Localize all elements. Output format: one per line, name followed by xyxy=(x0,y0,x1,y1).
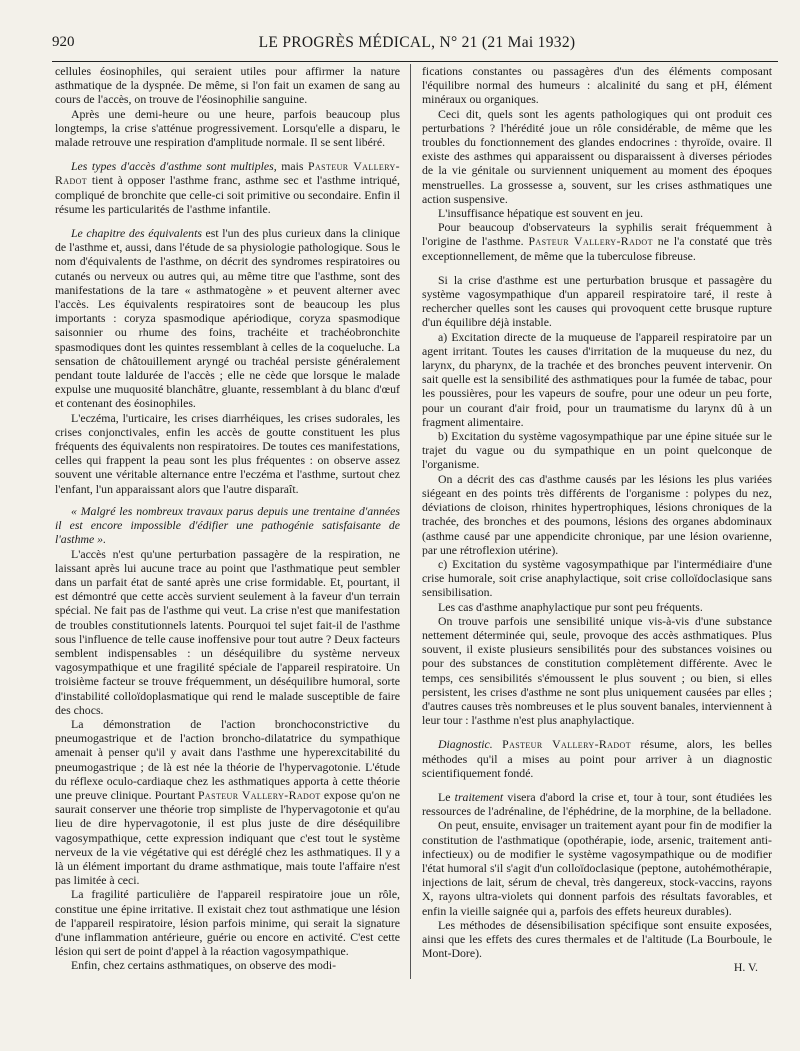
text: La démonstration de l'action bronchoconstrictive du pneumogastrique et de l'action broncho-dilatatrice du sympathique amenait à penser qu'il y avait dans l'asthme une hyperexcitabilité du pneumogastrique ; de là est née la théorie de l'hypervagotonie. L'étude du réflexe oculo-cardiaque chez les asthmatiques apporta à cette théorie une preuve clinique. Pourtant xyxy=(55,716,400,802)
italic-text: Le chapitre des équivalents xyxy=(71,226,202,241)
paragraph: L'insuffisance hépatique est souvent en jeu. xyxy=(438,206,644,221)
left-column xyxy=(55,64,400,994)
page-number: 920 xyxy=(52,34,75,50)
text: tient à opposer l'asthme franc, asthme sec et l'asthme intriqué, compliqué de bronchite que celle-ci soit primitive ou secondaire. Enfin il résume les particularités de l'asthme infantile. xyxy=(55,173,400,216)
text: mais xyxy=(276,159,309,174)
text: résume, alors, les belles méthodes qu'il a mises au point pour arriver à un diagnostic scientifiquement fondé. xyxy=(422,737,772,780)
paragraph: a) Excitation directe de la muqueuse de l'appareil respiratoire par un agent irritant. Toutes les causes d'irritation de la muqueuse du nez, du larynx, du pharynx, de la trachée et des bronches peuvent intervenir. On sait quelle est la sensibilité des asthmatiques pour la fumée de tabac, pour les poussières, pour les vapeurs de soufre, pour une odeur un peu forte, pour un courant d'air froid, pour un traumatisme du larynx dû à un fragment alimentaire. xyxy=(422,329,772,429)
paragraph: On peut, ensuite, envisager un traitement ayant pour fin de modifier la constitution de l'asthmatique (opothérapie, iode, arsenic, traitement anti-infectieux) ou de modifier le système vagosympathique ou de modifier l'état humoral s'il s'agit d'un colloïdoclasique (peptone, autohémothérapie, injections de lait, sérum de cheval, très dangereux, stock-vaccins, rayons X, rayons ultra-violets qui donnent parfois des résultats favorables, et enfin la vieille saignée qui a, parfois des effets heureux durables). xyxy=(422,818,772,918)
text: Pour beaucoup d'observateurs la syphilis serait fréquemment à l'origine de l'asthme. xyxy=(422,220,772,249)
italic-text: Les types d'accès d'asthme sont multiples, xyxy=(71,159,277,174)
author-name: Pasteur Vallery-Radot xyxy=(197,787,321,802)
text: est l'un des plus curieux dans la clinique de l'asthme et, aussi, dans l'étude de sa physiologie pathologique. Sous le nom d'équivalents de l'asthme, on décrit des syndromes respiratoires ou cutanés ou nerveux ou autres qui, au même titre que l'asthme, sont des manifestations de la tare « asthmatogène » et peuvent alterner avec l'accès. Les équivalents respiratoires sont de beaucoup les plus importants : coryza spasmodique apériodique, coryza spasmodique saisonnier ou rhume des foins, trachéite et trachéobronchite spasmodiques dont les quintes ressemblant à celles de la coqueluche. La sensation de châtouillement aryngé ou trachéal persiste généralement pendant toute laldurée de l'accès ; elle ne cède que lorsque le malade expulse une muquosité blanchâtre, gluante, ressemblant à du blanc d'œuf et contenant des éosinophiles. xyxy=(55,226,400,411)
paragraph: Si la crise d'asthme est une perturbation brusque et passagère du système vagosympathique d'un appareil respiratoire taré, il reste à rechercher quelles sont les causes qui provoquent cette brusque rupture d'un équilibre déjà instable. xyxy=(422,272,772,330)
column-divider xyxy=(410,64,411,979)
paragraph xyxy=(55,159,400,216)
author-name: Pasteur Vallery-Radot xyxy=(502,737,631,752)
text: Le xyxy=(438,789,455,804)
paragraph xyxy=(422,737,772,780)
paragraph xyxy=(55,226,400,411)
paragraph xyxy=(422,220,772,263)
paragraph: Après une demi-heure ou une heure, parfois beaucoup plus longtemps, la crise s'atténue progressivement. Lorsqu'elle a disparu, le malade retrouve une respiration d'amplitude normale. Il se sent libéré. xyxy=(55,106,400,150)
paragraph: La fragilité particulière de l'appareil respiratoire joue un rôle, constitue une épine irritative. Il existait chez tout asthmatique une lésion de l'appareil respiratoire, lésion parfois minime, qui serait la signature d'une inflammation antérieure, guérie ou encore en activité. C'est cette lésion qui sert de point d'appel à la réaction vagosympathique. xyxy=(55,887,400,959)
section-heading: Diagnostic. xyxy=(438,737,493,752)
right-column xyxy=(422,64,772,994)
header-rule xyxy=(52,61,778,62)
paragraph: On a décrit des cas d'asthme causés par les lésions les plus variées siégeant en des points très différents de l'organisme : polypes du nez, déviations de cloison, rhinites hypertrophiques, lésions chroniques de la trachée, des bronches et des poumons, lésions des organes abdominaux (asthme causé par une appendicite chronique, par une lésion ovarienne, par une rétroflexion utérine). xyxy=(422,471,772,557)
paragraph: On trouve parfois une sensibilité unique vis-à-vis d'une substance nettement déterminée qui, seule, provoque des accès asthmatiques. Plus souvent, il existe plusieurs sensibilités pour des substances voisines ou pour des substances de constitution complètement différente. Avec le temps, ces sensibilités s'émoussent le plus souvent ; ou bien, si elles persistent, les crises d'asthme ne sont plus uniquement causées par elles ; d'autres causes très nombreuses et le plus souvent banales, interviennent à leur tour : l'asthme n'est plus anaphylactique. xyxy=(422,613,772,728)
paragraph: Ceci dit, quels sont les agents pathologiques qui ont produit ces perturbations ? l'hérédité joue un rôle considérable, de même que les troubles du fonctionnement des glandes endocrines : thyroïde, ovaire. Il existe des asthmes qui apparaissent ou disparaissent à diverses périodes de la vie génitale ou surviennent uniquement au moment des époques menstruelles. La grossesse a, souvent, sur les crises asthmatiques une action suspensive. xyxy=(422,106,772,206)
paragraph xyxy=(55,717,400,887)
author-name: Pasteur Vallery-Radot xyxy=(55,159,400,188)
paragraph: Les méthodes de désensibilisation spécifique sont ensuite exposées, ainsi que les effets des cures thermales et de l'altitude (La Bourboule, le Mont-Dore). xyxy=(422,917,772,961)
quotation: « Malgré les nombreux travaux parus depuis une trentaine d'années il est encore impossible d'édifier une pathogénie satisfaisante de l'asthme ». xyxy=(55,503,400,547)
paragraph: fications constantes ou passagères d'un des éléments composant l'équilibre normal des humeurs : alcalinité du sang et pH, élément minéraux ou organiques. xyxy=(422,64,772,107)
paragraph: Les cas d'asthme anaphylactique pur sont peu fréquents. xyxy=(438,599,703,614)
author-name: Pasteur Vallery-Radot xyxy=(528,234,653,249)
paragraph: b) Excitation du système vagosympathique par une épine située sur le trajet du vague ou du sympathique en un point quelconque de l'organisme. xyxy=(422,429,772,472)
author-signature: H. V. xyxy=(733,960,758,975)
paragraph: L'eczéma, l'urticaire, les crises diarrhéiques, les crises sudorales, les crises conjonctivales, enfin les accès de goutte constituent les plus fréquents des équivalents non respiratoires. De toutes ces manifestations, celles qui frappent la peau sont les plus fréquentes : on observe assez souvent une véritable alternance entre l'eczéma et l'asthme, surtout chez l'enfant, l'un apparaissant alors que l'autre disparaît. xyxy=(55,410,400,496)
text: expose qu'on ne saurait conserver une théorie trop simpliste de l'hypervagotonie et qu'au lieu de dire hypervagotonie, il est plus juste de dire déséquilibre vagosympathique, cette expression indiquant que c'est tout le système nerveux de la vie végétative qui est déréglé chez les asthmatiques. Il y a là un élément important du drame asthmatique, mais toute l'affaire n'est pas limitée à ceci. xyxy=(55,787,400,888)
journal-title: LE PROGRÈS MÉDICAL, N° 21 (21 Mai 1932) xyxy=(258,34,576,51)
paragraph xyxy=(422,790,772,818)
paragraph: Enfin, chez certains asthmatiques, on observe des modi- xyxy=(71,958,337,973)
page-header xyxy=(52,34,782,54)
paragraph: c) Excitation du système vagosympathique par l'intermédiaire d'une crise humorale, soit crise anaphylactique, soit crise colloïdoclasique sans sensibilisation. xyxy=(422,556,772,600)
italic-text: traitement xyxy=(454,789,504,804)
text: ne l'a constaté que très exceptionnellement, de même que la tuberculose fibreuse. xyxy=(422,234,772,263)
paragraph: cellules éosinophiles, qui seraient utiles pour affirmer la nature asthmatique de la dyspnée. De même, si l'on fait un examen de sang au cours de l'accès, on trouve de l'éosinophilie sanguine. xyxy=(55,64,400,107)
paragraph: L'accès n'est qu'une perturbation passagère de la respiration, ne laissant après lui aucune trace au point que l'asthmatique peut sembler dans un parfait état de santé après une crise formidable. Et, pourtant, il est démontré que cette accès survient seulement à la faveur d'un terrain spécial. Ne fait pas de l'asthme qui veut. La crise n'est que manifestation de troubles constitutionnels latents. Pourquoi tel sujet fait-il de l'asthme sous l'influence de telle cause inoffensive pour tout autre ? Deux facteurs semblent indispensables : un déséquilibre du système nerveux vagosympathique et une fragilité spéciale de l'appareil respiratoire. Un troisième facteur se trouve fréquemment, un déséquilibre humoral, sorte d'instabilité colloïdoplasmatique qui rend le malade susceptible de faire des chocs. xyxy=(55,546,400,717)
text: visera d'abord la crise et, tour à tour, sont étudiées les ressources de l'adrénaline, de l'éphédrine, de la morphine, de la belladone. xyxy=(422,789,772,819)
